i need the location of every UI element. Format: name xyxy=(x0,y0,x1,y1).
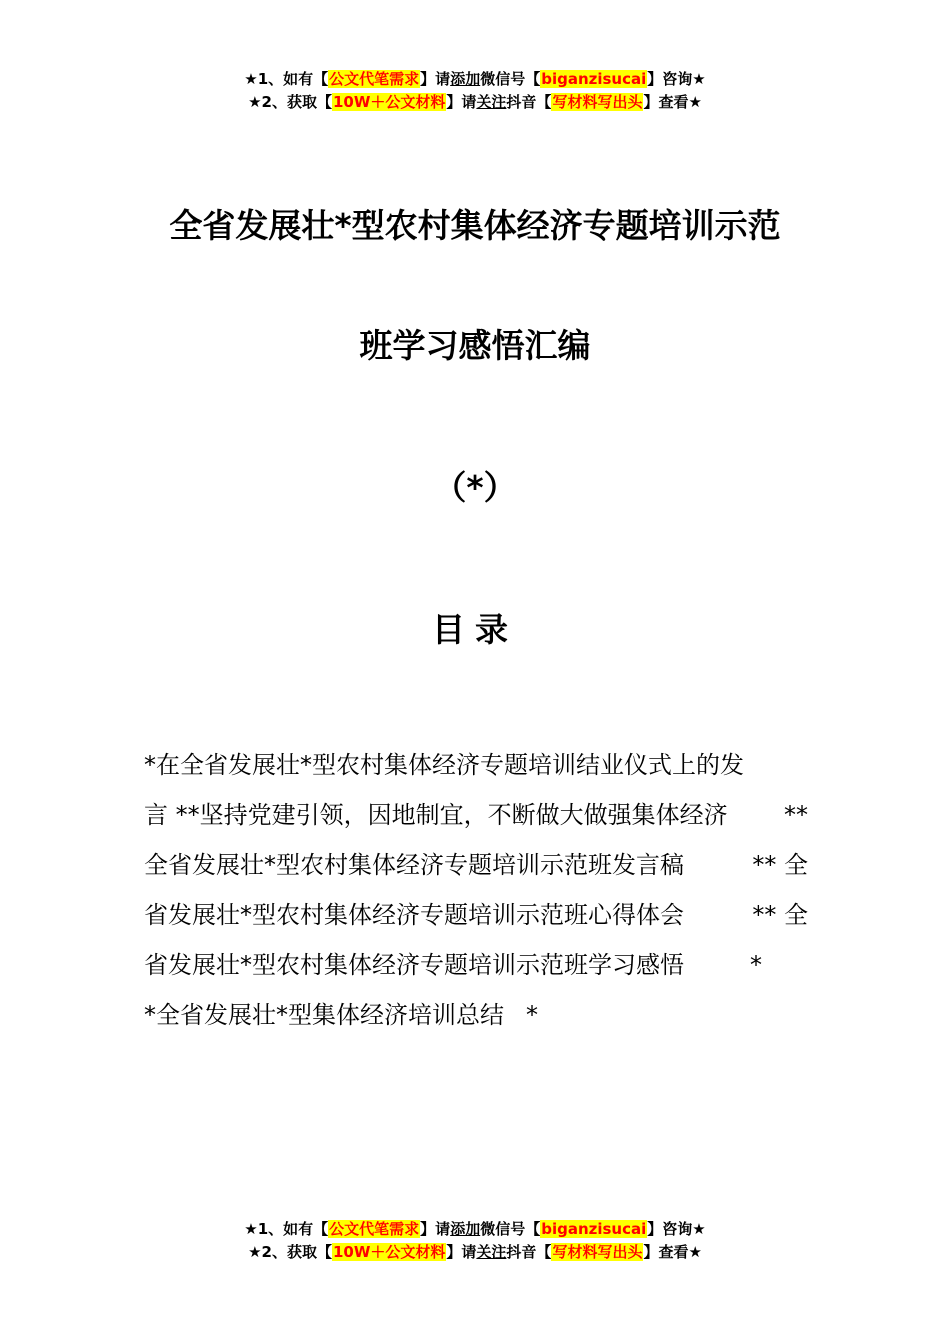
toc-heading: 目录 xyxy=(432,610,518,649)
toc-line xyxy=(144,840,808,890)
toc-line-text: *在全省发展壮*型农村集体经济专题培训结业仪式上的发 xyxy=(144,751,744,779)
document-title-line-2: 班学习感悟汇编 xyxy=(359,326,591,365)
toc-line xyxy=(144,740,808,790)
promo-text: 抖音【 xyxy=(506,1243,552,1261)
toc-line-marker: ** xyxy=(784,801,808,829)
promo-highlight: 公文代笔需求 xyxy=(329,1220,420,1238)
toc-line-marker: * xyxy=(526,1001,538,1029)
promo-text: 】请 xyxy=(420,70,451,88)
promo-highlight: 10W＋公文材料 xyxy=(332,93,446,111)
table-of-contents xyxy=(144,740,808,1040)
promo-highlight: 写材料写出头 xyxy=(552,1243,643,1261)
toc-line xyxy=(144,790,808,840)
promo-text: ★2、获取【 xyxy=(248,1243,332,1261)
promo-text: ★1、如有【 xyxy=(244,1220,329,1238)
promo-line-1 xyxy=(0,1218,950,1241)
toc-line-text: 言 **坚持党建引领，因地制宜，不断做大做强集体经济 xyxy=(144,801,728,829)
promo-text: 抖音【 xyxy=(506,93,552,111)
document-title-line-3: （*） xyxy=(433,468,517,507)
promo-highlight: 写材料写出头 xyxy=(552,93,643,111)
promo-line-2 xyxy=(0,91,950,114)
promo-text: 微信号【 xyxy=(480,1220,541,1238)
promo-header xyxy=(0,68,950,114)
toc-line-text: 全省发展壮*型农村集体经济专题培训示范班发言稿 xyxy=(144,851,684,879)
toc-line-text: 省发展壮*型农村集体经济专题培训示范班心得体会 xyxy=(144,901,684,929)
promo-text: 微信号【 xyxy=(480,70,541,88)
toc-line-marker: ** 全 xyxy=(752,851,808,879)
promo-text: 】请 xyxy=(446,93,477,111)
promo-highlight: biganzisucai xyxy=(541,70,647,88)
promo-underline: 关注 xyxy=(476,93,507,111)
toc-line xyxy=(144,990,808,1040)
promo-text: 】查看★ xyxy=(643,1243,702,1261)
toc-line-text: 省发展壮*型农村集体经济专题培训示范班学习感悟 xyxy=(144,951,684,979)
promo-highlight: biganzisucai xyxy=(541,1220,647,1238)
promo-text: 】请 xyxy=(446,1243,477,1261)
promo-text: 】请 xyxy=(420,1220,451,1238)
promo-underline: 关注 xyxy=(476,1243,507,1261)
promo-highlight: 10W＋公文材料 xyxy=(332,1243,446,1261)
toc-line xyxy=(144,890,808,940)
promo-line-2 xyxy=(0,1241,950,1264)
toc-line xyxy=(144,940,808,990)
promo-text: ★2、获取【 xyxy=(248,93,332,111)
promo-text: 】咨询★ xyxy=(647,70,706,88)
document-title-line-1: 全省发展壮*型农村集体经济专题培训示范 xyxy=(169,206,781,245)
promo-text: ★1、如有【 xyxy=(244,70,329,88)
toc-line-marker: ** 全 xyxy=(752,901,808,929)
promo-text: 】咨询★ xyxy=(647,1220,706,1238)
toc-line-text: *全省发展壮*型集体经济培训总结 xyxy=(144,1001,504,1029)
promo-text: 】查看★ xyxy=(643,93,702,111)
promo-line-1 xyxy=(0,68,950,91)
toc-line-marker: * xyxy=(750,951,762,979)
promo-underline: 添加 xyxy=(450,1220,481,1238)
promo-underline: 添加 xyxy=(450,70,481,88)
promo-footer xyxy=(0,1218,950,1264)
promo-highlight: 公文代笔需求 xyxy=(329,70,420,88)
